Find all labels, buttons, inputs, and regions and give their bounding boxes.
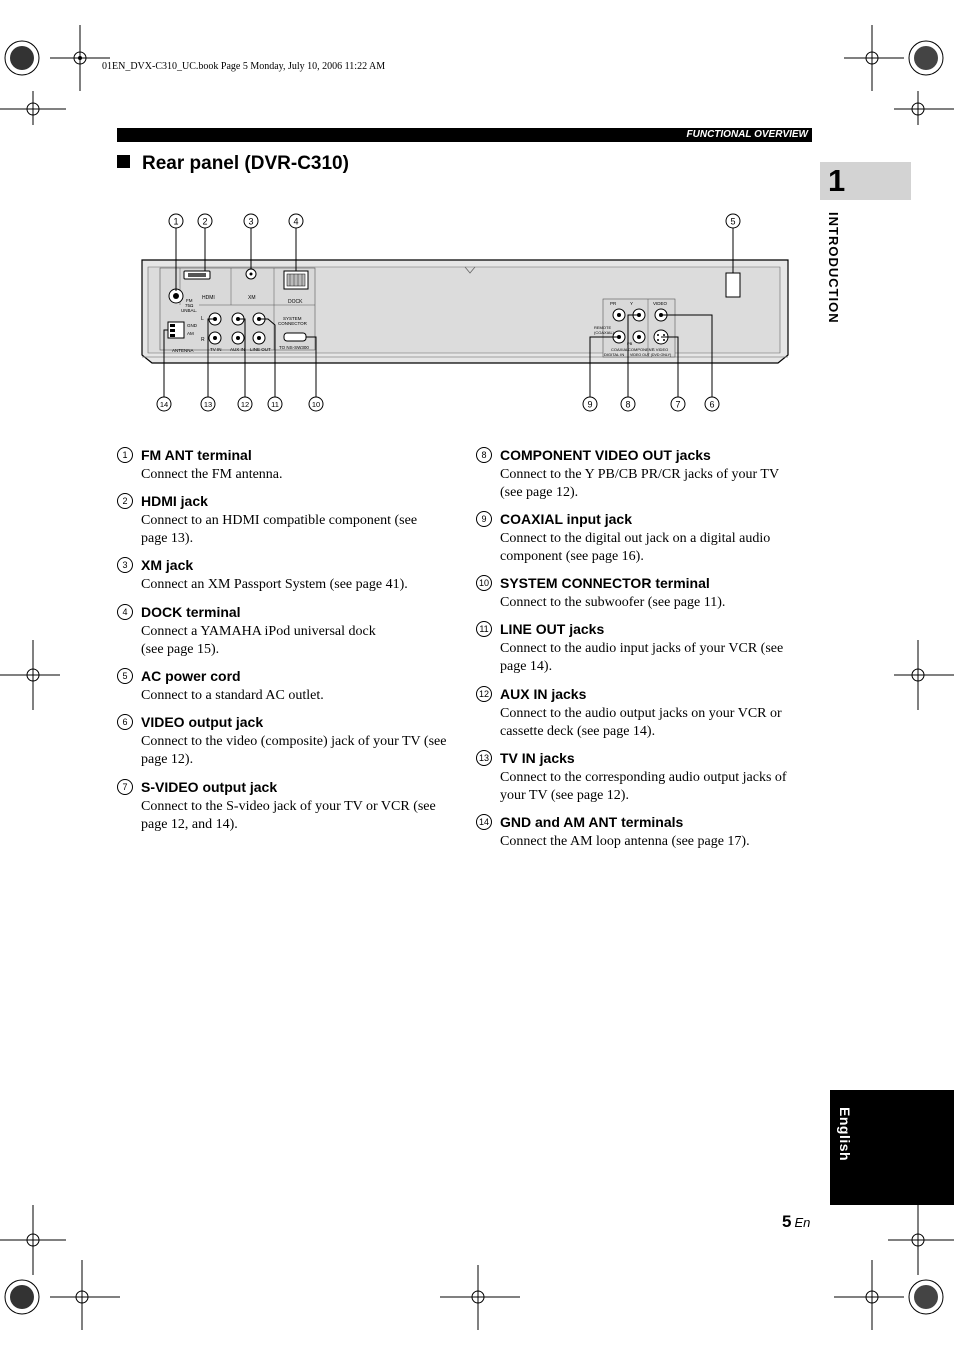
item-description: Connect to the S-video jack of your TV or VCR (see page 12, and 14). [141,799,436,832]
svg-text:L: L [201,316,204,322]
item-description: Connect to a standard AC outlet. [141,688,324,703]
item-title: XM jack [141,557,194,573]
item-video-output [122,714,461,768]
svg-text:Y: Y [630,301,634,306]
callout-2 [198,214,212,228]
svg-text:FM: FM [186,298,193,303]
svg-text:(COAXIAL): (COAXIAL) [594,330,615,335]
svg-text:TO NS-SW300: TO NS-SW300 [279,345,309,350]
item-xm [122,557,461,594]
svg-text:7: 7 [675,399,681,410]
callout-10 [309,397,323,411]
svg-text:2: 2 [202,216,208,227]
svg-text:4: 4 [293,216,299,227]
page-number [782,1212,810,1232]
language-tab [830,1090,954,1205]
book-header: 01EN_DVX-C310_UC.book Page 5 Monday, July 10, 2006 11:22 AM [102,61,386,72]
item-description: Connect the AM loop antenna (see page 17). [500,834,750,849]
svg-text:TV IN: TV IN [210,347,222,352]
svg-text:75Ω: 75Ω [185,303,194,308]
am-gnd-terminals [168,322,184,338]
item-description: Connect a YAMAHA iPod universal dock (see page 15). [141,624,376,657]
item-s-video-output [122,779,461,833]
svg-text:1: 1 [173,216,179,227]
item-fm-ant [122,447,461,484]
item-number: 8 [476,447,492,463]
item-title: S-VIDEO output jack [141,779,278,795]
item-title: AC power cord [141,668,241,684]
svg-text:PR: PR [610,301,617,306]
callout-14 [157,397,171,411]
language-tab-label: English [837,1107,853,1162]
svg-text:SYSTEM: SYSTEM [283,316,302,321]
item-number: 6 [117,714,133,730]
svg-text:12: 12 [240,400,250,409]
item-tv-in [478,750,820,804]
callout-4 [289,214,303,228]
item-number: 7 [117,779,133,795]
item-ac-power [122,668,461,705]
chapter-number: 1 [828,163,846,198]
fm-ant-terminal [169,289,183,303]
item-description: Connect to the video (composite) jack of your TV (see page 12). [141,734,447,767]
svg-text:5: 5 [730,216,736,227]
registration-mark-icon [0,1205,130,1330]
item-gnd-am-ant [478,814,820,851]
item-number: 10 [476,575,492,591]
svg-text:AM: AM [187,331,194,336]
item-title: SYSTEM CONNECTOR terminal [500,575,710,591]
section-title-text: Rear panel (DVR-C310) [142,153,349,174]
section-title [117,153,349,175]
svg-text:9: 9 [587,399,593,410]
xm-jack [246,269,256,279]
svg-text:AUX IN: AUX IN [230,347,246,352]
callout-8 [621,397,635,411]
item-number: 12 [476,686,492,702]
callout-12 [238,397,252,411]
item-description: Connect to the digital out jack on a digital audio component (see page 16). [500,531,771,564]
item-dock [122,604,461,658]
item-title: AUX IN jacks [500,686,587,702]
item-number: 4 [117,604,133,620]
system-connector [284,333,306,341]
registration-mark-icon [834,25,954,125]
item-title: FM ANT terminal [141,447,252,463]
item-description: Connect to the audio output jacks on your VCR or cassette deck (see page 14). [500,706,782,739]
svg-text:S VIDEO: S VIDEO [652,347,669,352]
dock-terminal [284,271,308,289]
running-header: FUNCTIONAL OVERVIEW [686,129,808,140]
svg-text:8: 8 [625,399,631,410]
item-description: Connect to an HDMI compatible component (see page 13). [141,513,418,546]
chapter-label: INTRODUCTION [826,212,841,324]
item-description: Connect an XM Passport System (see page 41). [141,577,408,592]
callout-3 [244,214,258,228]
callout-9 [583,397,597,411]
item-number: 3 [117,557,133,573]
svg-text:11: 11 [271,400,279,409]
item-number: 1 [117,447,133,463]
ac-power-cord [726,273,740,297]
svg-text:CONNECTOR: CONNECTOR [278,321,307,326]
svg-text:HDMI: HDMI [202,295,215,301]
item-number: 9 [476,511,492,527]
svg-text:GND: GND [187,323,197,328]
callout-13 [201,397,215,411]
registration-mark-icon [440,1265,520,1330]
chapter-tab [820,162,911,200]
svg-text:COAXIAL: COAXIAL [611,347,629,352]
callout-6 [705,397,719,411]
rear-panel-diagram [130,205,800,420]
callout-11 [268,397,282,411]
item-title: COAXIAL input jack [500,511,632,527]
svg-text:DOCK: DOCK [288,299,303,305]
svg-text:R: R [201,337,205,343]
svg-text:13: 13 [203,400,213,409]
svg-text:6: 6 [709,399,715,410]
registration-mark-icon [0,25,120,125]
svg-text:VIDEO OUT (DVD ONLY): VIDEO OUT (DVD ONLY) [630,353,672,357]
svg-text:COMPONENT: COMPONENT [628,347,654,352]
svg-text:PB: PB [627,341,633,346]
svg-text:14: 14 [159,400,169,409]
callout-7 [671,397,685,411]
page-number-value: 5 [782,1212,792,1231]
item-number: 14 [476,814,492,830]
page-suffix: En [794,1215,811,1230]
svg-text:UNBAL.: UNBAL. [181,308,198,313]
hdmi-jack [184,271,210,279]
item-title: HDMI jack [141,493,208,509]
item-description: Connect to the audio input jacks of your VCR (see page 14). [500,641,784,674]
item-title: DOCK terminal [141,604,241,620]
registration-mark-icon [824,1205,954,1330]
svg-text:DIGITAL IN: DIGITAL IN [604,352,625,357]
item-description: Connect the FM antenna. [141,467,283,482]
item-number: 11 [476,621,492,637]
item-number: 2 [117,493,133,509]
svg-text:3: 3 [248,216,254,227]
item-component-video [481,447,820,501]
registration-mark-icon [0,640,60,710]
registration-mark-icon [894,640,954,710]
item-line-out [479,621,820,675]
svg-text:ANTENNA: ANTENNA [172,348,194,353]
svg-text:XM: XM [248,295,256,301]
item-system-connector [478,575,820,612]
item-aux-in [478,686,820,740]
item-title: GND and AM ANT terminals [500,814,684,830]
item-number: 5 [117,668,133,684]
svg-text:10: 10 [311,400,321,409]
svg-text:VIDEO: VIDEO [653,301,668,306]
item-title: LINE OUT jacks [500,621,605,637]
item-title: COMPONENT VIDEO OUT jacks [500,447,711,463]
item-description: Connect to the corresponding audio output jacks of your TV (see page 12). [500,770,787,803]
square-bullet-icon [117,155,130,168]
item-description: Connect to the Y PB/CB PR/CR jacks of your TV (see page 12). [500,467,779,500]
svg-text:REMOTE: REMOTE [594,325,612,330]
svg-text:LINE OUT: LINE OUT [250,347,271,352]
callout-1 [169,214,183,228]
item-description: Connect to the subwoofer (see page 11). [500,595,726,610]
item-number: 13 [476,750,492,766]
item-title: VIDEO output jack [141,714,264,730]
item-coaxial-input [481,511,820,565]
callout-5 [726,214,740,228]
item-title: TV IN jacks [500,750,575,766]
running-header-bar [117,128,812,142]
item-hdmi [122,493,461,547]
